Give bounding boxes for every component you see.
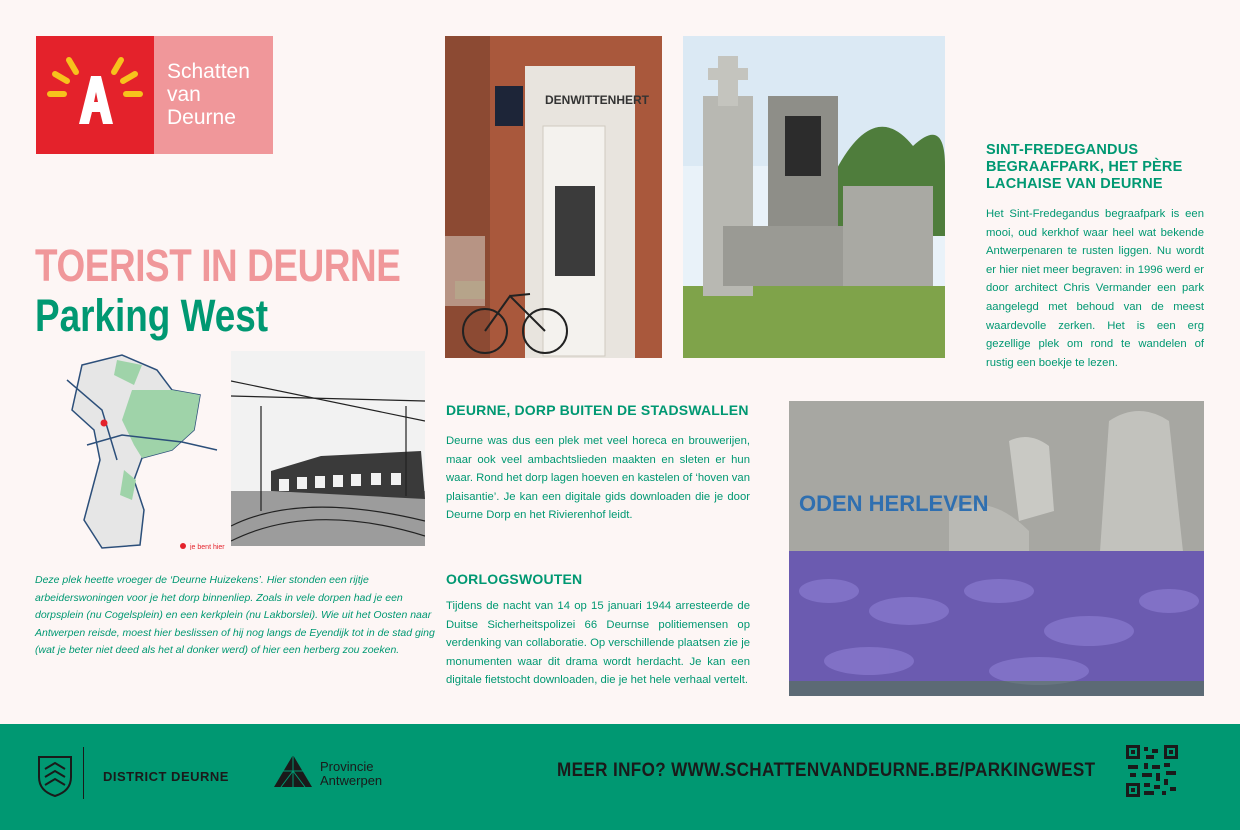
qr-code-icon[interactable] (1126, 745, 1178, 797)
oorlog-body: Tijdens de nacht van 14 op 15 januari 1944 arresteerde de Duitse Sicherheitspolizei 66 Deurnse politiemensen op verdenking van collaboratie. Op verschillende plaatsen zie je monumenten waar dit drama wordt herdacht. Je kan een digitale fietstocht downloaden, die je het hele verhaal vertelt. (446, 600, 750, 687)
shield-icon (37, 755, 73, 802)
logo-text (167, 60, 250, 129)
province-label (320, 760, 382, 788)
historic-photo (231, 351, 425, 546)
district-map (62, 350, 227, 550)
page-subtitle: Parking West (35, 290, 269, 341)
district-label: DISTRICT DEURNE (103, 769, 229, 784)
footer-divider (83, 747, 84, 799)
logo-line-3: Deurne (167, 106, 236, 129)
oorlog-heading: OORLOGSWOUTEN (446, 571, 583, 587)
page-title: TOERIST IN DEURNE (35, 240, 401, 291)
sint-heading: SINT-FREDEGANDUS BEGRAAFPARK, HET PÈRE LACHAISE VAN DEURNE (986, 142, 1183, 192)
province-line-2: Antwerpen (320, 773, 383, 788)
cemetery-photo (683, 36, 945, 358)
intro-text: Deze plek heette vroeger de ‘Deurne Huizekens’. Hier stonden een rijtje arbeiderswoningen voor je het dorp binnenliep. Zoals in vele dorpen had je een dorpsplein (nu Cogelsplein) en een kerkplein (nu Lakborslei). Wie uit het Oosten naar Antwerpen reisde, moest hier beslissen of hij nog langs de Eyendijk tot in de stad ging (wat je beter niet deed als het al donker werd) of hier een herberg zou zoeken. (35, 574, 435, 656)
antwerp-logo-block (36, 36, 154, 154)
monument-inscription: ODEN HERLEVEN (799, 491, 989, 516)
monument-photo (789, 401, 1204, 696)
cafe-photo (445, 36, 662, 358)
sint-body: Het Sint-Fredegandus begraafpark is een mooi, oud kerkhof waar heel wat bekende Antwerpenaren te rusten liggen. Nu wordt er hier niet meer begraven: in 1996 werd er door architect Chris Vermander een park aangelegd met behoud van de meest waardevolle zerken. Het is een erg gezellige plek om rond te wandelen of rustig een boekje te lezen. (986, 208, 1204, 369)
province-line-1: Provincie (320, 759, 374, 774)
province-logo-icon (273, 754, 313, 793)
cafe-sign: DENWITTENHERT (545, 93, 649, 107)
more-info-link[interactable]: MEER INFO? WWW.SCHATTENVANDEURNE.BE/PARKINGWEST (557, 760, 1096, 781)
dorp-body: Deurne was dus een plek met veel horeca en brouwerijen, maar ook veel ambachtslieden maakten en sleten er hun waar. Rond het dorp lagen hoeven en kastelen of ‘hoven van plaisantie’. Je kan een digitale gids downloaden die je door Deurne Dorp en het Rivierenhof leidt. (446, 435, 750, 522)
dorp-heading: DEURNE, DORP BUITEN DE STADSWALLEN (446, 402, 749, 418)
antwerp-a-icon (36, 36, 154, 154)
logo-line-2: van (167, 83, 201, 106)
logo-line-1: Schatten (167, 60, 250, 83)
map-legend: je bent hier (190, 544, 225, 550)
